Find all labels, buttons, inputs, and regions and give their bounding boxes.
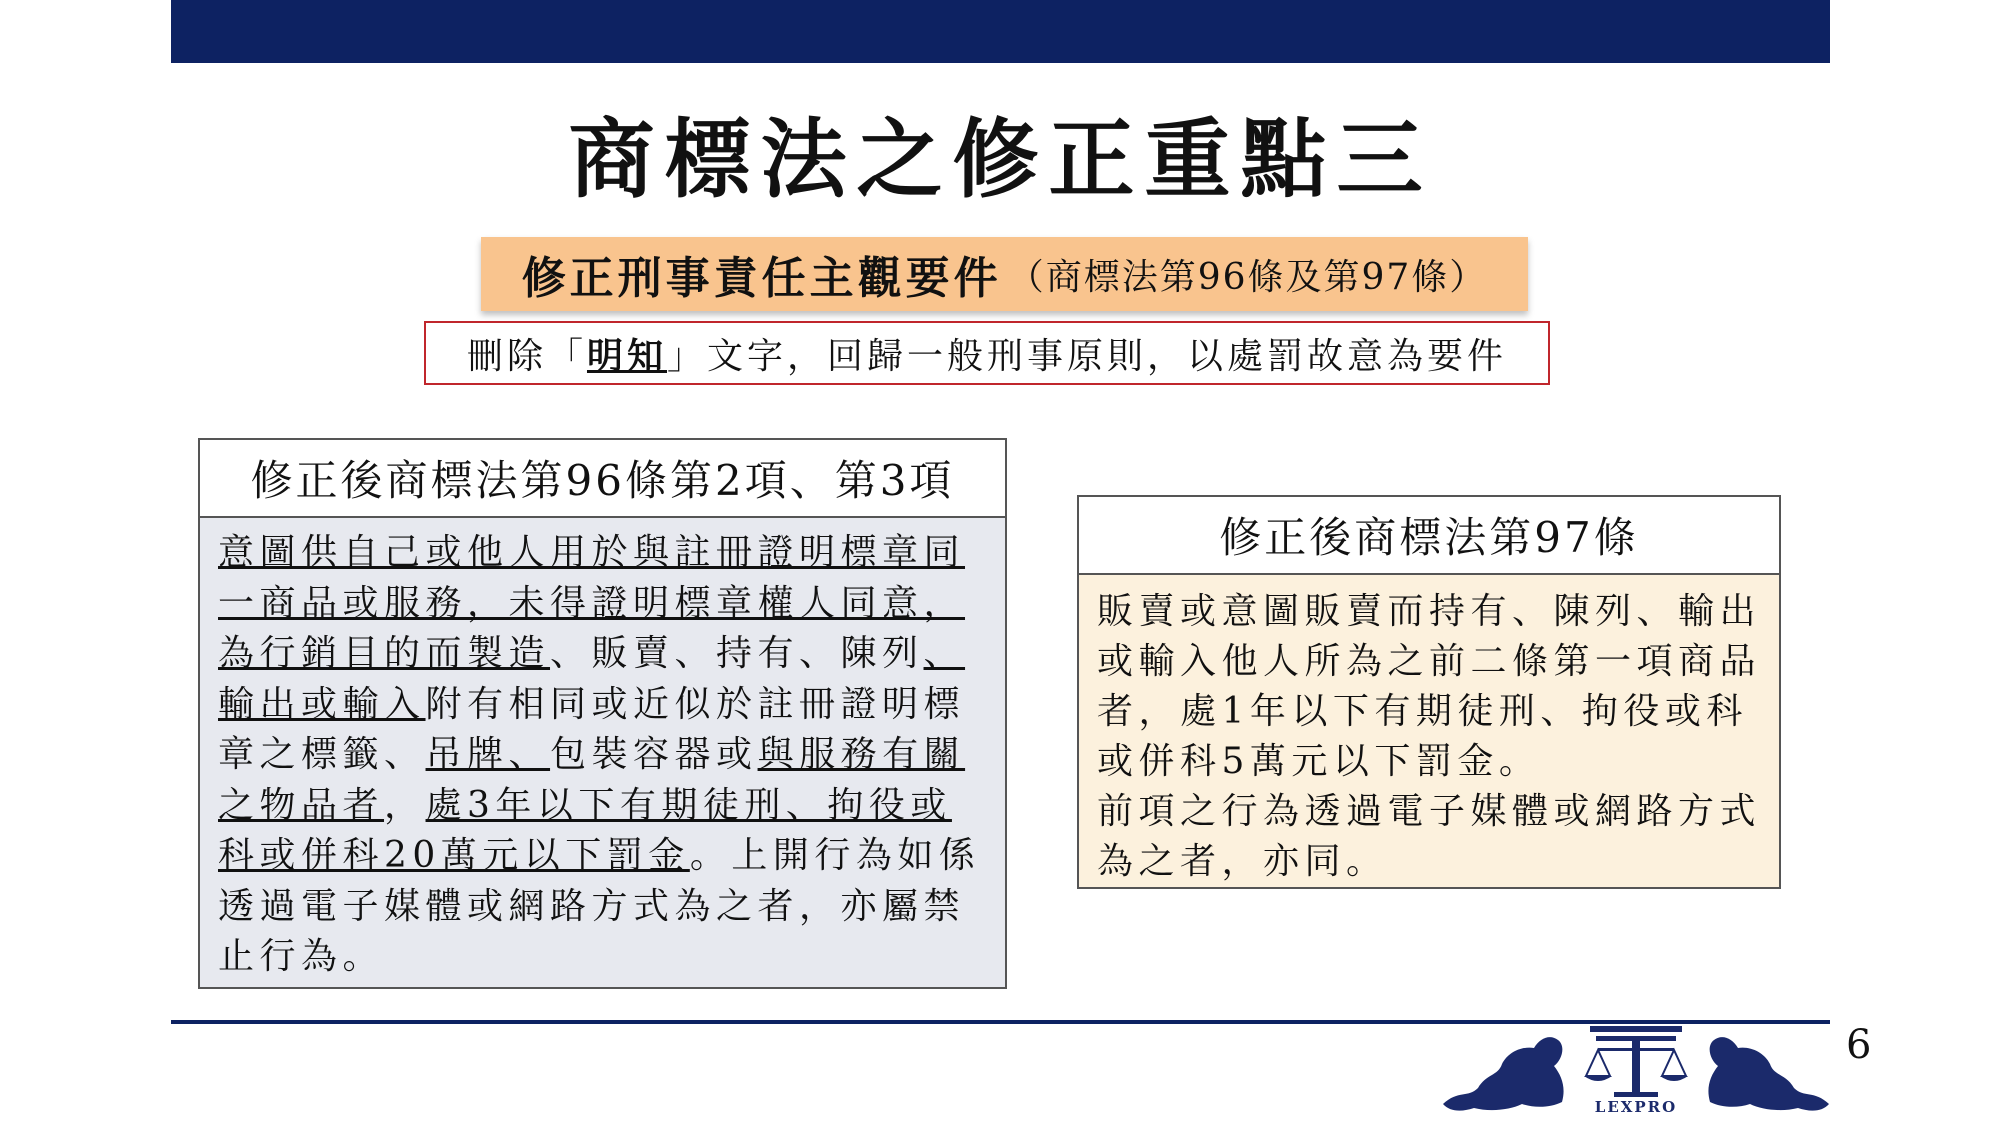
left-lion-icon [1443, 1037, 1564, 1110]
page-number: 6 [1846, 1022, 1872, 1068]
text-segment: 吊牌、 [425, 734, 551, 775]
text-segment: 意圖供自己或他人用於與註冊證明標章同一商品或服務，未得證明標章權人同意，為行銷目的而製造 [218, 532, 966, 674]
text-segment: 、販賣、持有、陳列 [550, 633, 924, 674]
text-segment: 與服務有關之物品者 [218, 734, 966, 826]
subtitle-note: （商標法第96條及第97條） [1007, 256, 1488, 298]
article-97-text [1079, 575, 1779, 887]
article-96-heading: 修正後商標法第96條第2項、第3項 [200, 440, 1005, 518]
subtitle-main: 修正刑事責任主觀要件 [521, 253, 1002, 304]
text-segment: 處3年以下有期徒刑、拘役或科或併科20萬元以下罰金 [218, 784, 952, 876]
notice-keyword: 明知 [586, 334, 667, 377]
text-segment: 、 [384, 734, 426, 775]
subtitle-banner [481, 237, 1528, 311]
scales-of-justice-icon [1584, 1026, 1688, 1097]
notice-box [424, 321, 1550, 385]
right-lion-icon [1708, 1037, 1829, 1110]
article-97-para-1: 販賣或意圖販賣而持有、陳列、輸出或輸入他人所為之前二條第一項商品者，處1年以下有期徒刑、拘役或科或併科5萬元以下罰金。 [1097, 591, 1762, 782]
notice-suffix: 」文字，回歸一般刑事原則，以處罰故意為要件 [667, 335, 1508, 377]
article-97-heading: 修正後商標法第97條 [1079, 497, 1779, 575]
slide-title: 商標法之修正重點三 [568, 109, 1433, 210]
notice-prefix: 刪除「 [466, 335, 587, 377]
logo-text: LEXPRO [1594, 1098, 1678, 1114]
top-banner-bar [171, 0, 1830, 63]
article-96-text [200, 518, 1005, 983]
text-segment: 輸出或輸入 [218, 683, 426, 725]
article-97-para-2: 前項之行為透過電子媒體或網路方式為之者，亦同。 [1097, 791, 1762, 882]
lexpro-logo [1438, 1024, 1834, 1114]
article-97-box [1077, 495, 1781, 889]
text-segment: ， [384, 784, 426, 826]
text-segment: 。上開行為如係透過電子媒體或網路方式為之者，亦屬禁止行為。 [218, 835, 981, 977]
article-96-box [198, 438, 1007, 989]
text-segment: 包裝容器或 [550, 734, 758, 775]
text-segment: 、 [923, 633, 966, 674]
text-segment: 附有相同或近似於註冊證明標章之標籤 [218, 683, 966, 775]
